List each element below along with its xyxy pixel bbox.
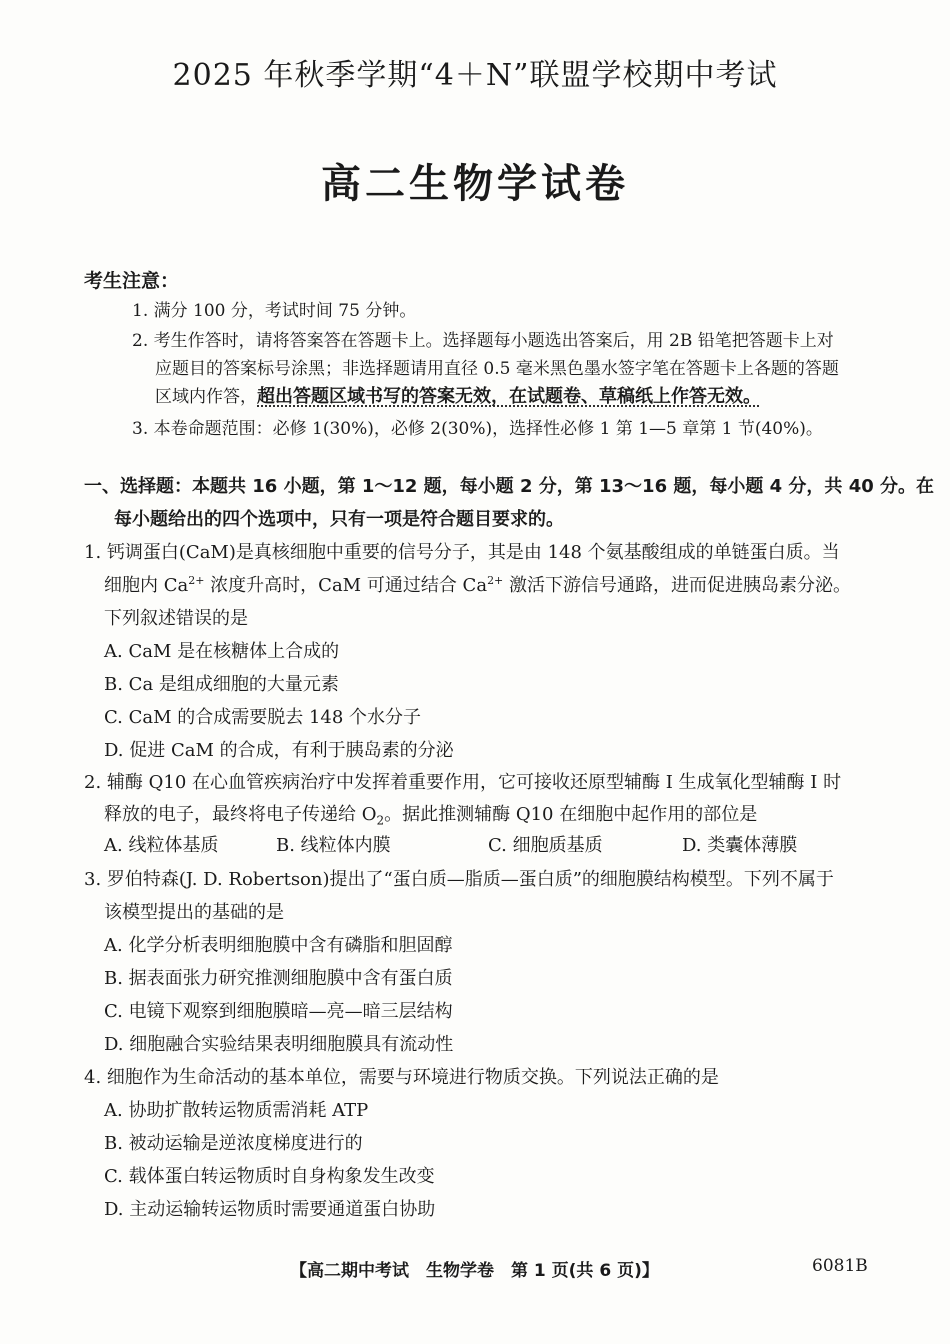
q3-option-a: A. 化学分析表明细胞膜中含有磷脂和胆固醇 xyxy=(104,935,453,956)
q2-option-a: A. 线粒体基质 xyxy=(104,835,219,856)
q4-option-b: B. 被动运输是逆浓度梯度进行的 xyxy=(104,1133,363,1154)
q2-stem-line-2 xyxy=(104,800,757,826)
q1-stem-line-3: 下列叙述错误的是 xyxy=(104,608,248,629)
notice-item-2-line-3 xyxy=(155,382,761,408)
q1-stem-line-1: 1. 钙调蛋白(CaM)是真核细胞中重要的信号分子，其是由 148 个氨基酸组成的单链蛋白质。当 xyxy=(84,542,840,563)
q3-option-c: C. 电镜下观察到细胞膜暗—亮—暗三层结构 xyxy=(104,1001,453,1022)
q4-option-c: C. 载体蛋白转运物质时自身构象发生改变 xyxy=(104,1166,435,1187)
notice-item-3: 3. 本卷命题范围：必修 1(30%)，必修 2(30%)，选择性必修 1 第 1—5 章第 1 节(40%)。 xyxy=(132,419,823,439)
q4-option-a: A. 协助扩散转运物质需消耗 ATP xyxy=(104,1100,369,1121)
notice-heading: 考生注意： xyxy=(84,270,180,292)
q3-stem-line-1: 3. 罗伯特森(J. D. Robertson)提出了“蛋白质—脂质—蛋白质”的细胞膜结构模型。下列不属于 xyxy=(84,869,834,890)
q3-stem-line-2: 该模型提出的基础的是 xyxy=(104,902,284,923)
q2-option-d: D. 类囊体薄膜 xyxy=(682,835,798,856)
q4-stem-line-1: 4. 细胞作为生命活动的基本单位，需要与环境进行物质交换。下列说法正确的是 xyxy=(84,1067,719,1088)
q2-sub: 2 xyxy=(376,813,385,828)
q2-option-b: B. 线粒体内膜 xyxy=(276,835,391,856)
notice-item-2-line-2: 应题目的答案标号涂黑；非选择题请用直径 0.5 毫米黑色墨水签字笔在答题卡上各题的答题 xyxy=(155,359,839,379)
notice-item-2-line-1: 2. 考生作答时，请将答案答在答题卡上。选择题每小题选出答案后，用 2B 铅笔把答题卡上对 xyxy=(132,331,834,351)
notice-item-2-line-3-plain: 区域内作答， xyxy=(155,387,257,407)
q3-option-b: B. 据表面张力研究推测细胞膜中含有蛋白质 xyxy=(104,968,453,989)
q4-option-d: D. 主动运输转运物质时需要通道蛋白协助 xyxy=(104,1199,436,1220)
q1-text-a: 细胞内 Ca xyxy=(104,575,189,596)
page-footer: 【高二期中考试 生物学卷 第 1 页(共 6 页)】 xyxy=(290,1261,659,1281)
q2-text-a: 释放的电子，最终将电子传递给 O xyxy=(104,804,377,825)
q3-option-d: D. 细胞融合实验结果表明细胞膜具有流动性 xyxy=(104,1034,454,1055)
exam-title: 2025 年秋季学期“4＋N”联盟学校期中考试 xyxy=(172,58,778,93)
q1-stem-line-2 xyxy=(104,571,851,597)
paper-title: 高二生物学试卷 xyxy=(321,161,629,207)
q2-option-c: C. 细胞质基质 xyxy=(488,835,603,856)
notice-item-1: 1. 满分 100 分，考试时间 75 分钟。 xyxy=(132,301,417,321)
q1-option-d: D. 促进 CaM 的合成，有利于胰岛素的分泌 xyxy=(104,740,454,761)
q2-text-b: 。据此推测辅酶 Q10 在细胞中起作用的部位是 xyxy=(384,804,758,825)
q1-text-c: 激活下游信号通路，进而促进胰岛素分泌。 xyxy=(503,575,852,596)
q1-sup-b: 2+ xyxy=(487,574,504,587)
q1-option-b: B. Ca 是组成细胞的大量元素 xyxy=(104,674,339,695)
q1-sup-a: 2+ xyxy=(188,574,205,587)
section-1-heading: 一、选择题：本题共 16 小题，第 1～12 题，每小题 2 分，第 13～16 题，每小题 4 分，共 40 分。在 xyxy=(84,476,935,497)
q1-option-c: C. CaM 的合成需要脱去 148 个水分子 xyxy=(104,707,422,728)
q2-stem-line-1: 2. 辅酶 Q10 在心血管疾病治疗中发挥着重要作用，它可接收还原型辅酶 I 生成氧化型辅酶 I 时 xyxy=(84,772,842,793)
q1-text-b: 浓度升高时，CaM 可通过结合 Ca xyxy=(204,575,488,596)
notice-emphasis: 超出答题区域书写的答案无效，在试题卷、草稿纸上作答无效。 xyxy=(257,386,761,407)
paper-code: 6081B xyxy=(812,1256,868,1276)
q1-option-a: A. CaM 是在核糖体上合成的 xyxy=(104,641,340,662)
section-1-heading-cont: 每小题给出的四个选项中，只有一项是符合题目要求的。 xyxy=(114,509,564,530)
